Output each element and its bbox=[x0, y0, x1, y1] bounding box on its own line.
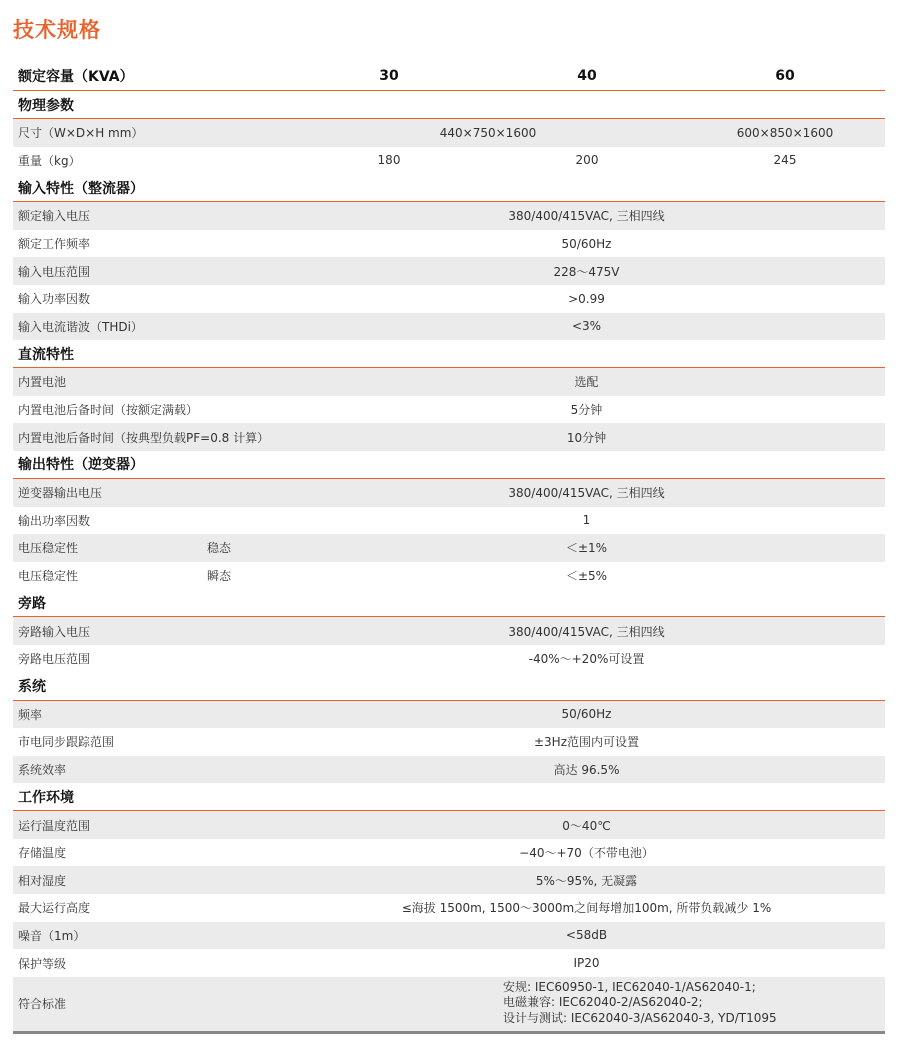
row-value: 1 bbox=[582, 513, 591, 528]
row-label: 存储温度 bbox=[18, 846, 67, 861]
row-label: 保护等级 bbox=[18, 956, 67, 971]
row-value: −40～+70（不带电池） bbox=[519, 846, 654, 861]
table-row bbox=[13, 202, 885, 230]
row-value: 380/400/415VAC, 三相四线 bbox=[508, 486, 665, 501]
row-label: 市电同步跟踪范围 bbox=[18, 735, 115, 750]
row-sublabel: 瞬态 bbox=[207, 569, 232, 584]
table-row bbox=[13, 977, 885, 1031]
row-label: 电压稳定性 bbox=[18, 569, 79, 584]
table-row bbox=[13, 230, 885, 258]
row-value-30-40: 440×750×1600 bbox=[439, 125, 537, 140]
table-row bbox=[13, 507, 885, 535]
row-value: ≤海拔 1500m, 1500～3000m之间每增加100m, 所带负载减少 1% bbox=[401, 901, 772, 916]
table-row bbox=[13, 285, 885, 313]
row-value: IP20 bbox=[573, 956, 600, 971]
section-title: 输入特性（整流器） bbox=[18, 180, 144, 197]
row-value: ±3Hz范围内可设置 bbox=[533, 735, 639, 750]
row-label: 旁路输入电压 bbox=[18, 624, 91, 639]
row-value: 选配 bbox=[574, 375, 599, 390]
row-label: 输出功率因数 bbox=[18, 513, 91, 528]
row-label: 输入电压范围 bbox=[18, 264, 91, 279]
row-label: 额定工作频率 bbox=[18, 237, 91, 252]
table-row bbox=[13, 949, 885, 977]
section-heading bbox=[13, 91, 885, 119]
row-value: 380/400/415VAC, 三相四线 bbox=[508, 624, 665, 639]
row-sublabel: 稳态 bbox=[207, 541, 232, 556]
row-label: 内置电池 bbox=[18, 375, 67, 390]
row-value: -40%～+20%可设置 bbox=[528, 652, 645, 667]
spec-table bbox=[13, 62, 885, 1034]
section-title: 输出特性（逆变器） bbox=[18, 457, 144, 474]
page-title: 技术规格 bbox=[13, 18, 101, 42]
table-row bbox=[13, 894, 885, 922]
table-row bbox=[13, 368, 885, 396]
row-value: ＜±5% bbox=[565, 569, 608, 584]
standards-line: 电磁兼容: IEC62040-2/AS62040-2; bbox=[503, 995, 703, 1010]
table-row bbox=[13, 839, 885, 867]
row-value: 228～475V bbox=[553, 264, 620, 279]
section-heading bbox=[13, 174, 885, 202]
section-heading bbox=[13, 589, 885, 617]
table-row bbox=[13, 257, 885, 285]
table-row bbox=[13, 313, 885, 341]
table-row bbox=[13, 866, 885, 894]
row-value-60: 245 bbox=[773, 153, 797, 168]
section-heading bbox=[13, 451, 885, 479]
row-value: 50/60Hz bbox=[561, 236, 612, 251]
row-value: 380/400/415VAC, 三相四线 bbox=[508, 209, 665, 224]
table-row bbox=[13, 147, 885, 175]
row-label: 系统效率 bbox=[18, 762, 67, 777]
section-title: 旁路 bbox=[18, 595, 46, 612]
row-label: 输入功率因数 bbox=[18, 292, 91, 307]
capacity-30-header: 30 bbox=[379, 68, 399, 84]
capacity-60-header: 60 bbox=[775, 68, 795, 84]
capacity-40-header: 40 bbox=[577, 68, 597, 84]
row-value: 5分钟 bbox=[570, 403, 603, 418]
section-heading bbox=[13, 783, 885, 811]
row-value: 10分钟 bbox=[566, 430, 607, 445]
row-value: >0.99 bbox=[568, 291, 605, 306]
table-row bbox=[13, 811, 885, 839]
section-title: 系统 bbox=[18, 679, 46, 695]
row-label: 最大运行高度 bbox=[18, 901, 91, 916]
row-value: 5%～95%, 无凝露 bbox=[535, 873, 638, 888]
row-label: 尺寸（W×D×H mm） bbox=[18, 126, 144, 141]
table-row bbox=[13, 396, 885, 424]
table-row bbox=[13, 701, 885, 729]
row-value: <3% bbox=[571, 319, 602, 334]
row-label: 频率 bbox=[18, 707, 43, 722]
row-label: 相对湿度 bbox=[18, 873, 67, 888]
table-row bbox=[13, 479, 885, 507]
row-value: ＜±1% bbox=[565, 541, 608, 556]
table-row bbox=[13, 922, 885, 950]
row-label: 输入电流谐波（THDi） bbox=[18, 319, 143, 334]
section-title: 直流特性 bbox=[18, 346, 74, 363]
row-value: 50/60Hz bbox=[561, 707, 612, 722]
row-value-40: 200 bbox=[575, 153, 599, 168]
row-label: 符合标准 bbox=[18, 997, 67, 1012]
table-row bbox=[13, 617, 885, 645]
row-value: 0～40℃ bbox=[562, 818, 611, 833]
row-value-60: 600×850×1600 bbox=[736, 125, 834, 140]
section-heading bbox=[13, 340, 885, 368]
section-title: 物理参数 bbox=[18, 97, 74, 114]
table-header bbox=[13, 62, 885, 91]
table-row bbox=[13, 562, 885, 590]
table-bottom-border bbox=[13, 1031, 885, 1034]
table-row bbox=[13, 534, 885, 562]
table-row bbox=[13, 756, 885, 784]
standards-line: 设计与测试: IEC62040-3/AS62040-3, YD/T1095 bbox=[503, 1010, 777, 1025]
row-label: 噪音（1m） bbox=[18, 928, 86, 943]
row-label: 内置电池后备时间（按典型负载PF=0.8 计算） bbox=[18, 430, 270, 445]
row-value: 高达 96.5% bbox=[553, 762, 620, 777]
table-row bbox=[13, 119, 885, 147]
standards-list bbox=[503, 980, 777, 1027]
row-value: <58dB bbox=[565, 928, 608, 943]
row-value-30: 180 bbox=[377, 153, 401, 168]
section-heading bbox=[13, 673, 885, 701]
row-label: 内置电池后备时间（按额定满载） bbox=[18, 403, 199, 418]
standards-line: 安规: IEC60950-1, IEC62040-1/AS62040-1; bbox=[503, 979, 756, 994]
table-row bbox=[13, 645, 885, 673]
capacity-header-label: 额定容量（KVA） bbox=[18, 69, 134, 85]
row-label: 逆变器输出电压 bbox=[18, 486, 103, 501]
table-row bbox=[13, 423, 885, 451]
row-label: 旁路电压范围 bbox=[18, 652, 91, 667]
row-label: 运行温度范围 bbox=[18, 818, 91, 833]
row-label: 电压稳定性 bbox=[18, 541, 79, 556]
section-title: 工作环境 bbox=[18, 789, 74, 806]
table-row bbox=[13, 728, 885, 756]
row-label: 重量（kg） bbox=[18, 153, 81, 168]
row-label: 额定输入电压 bbox=[18, 209, 91, 224]
